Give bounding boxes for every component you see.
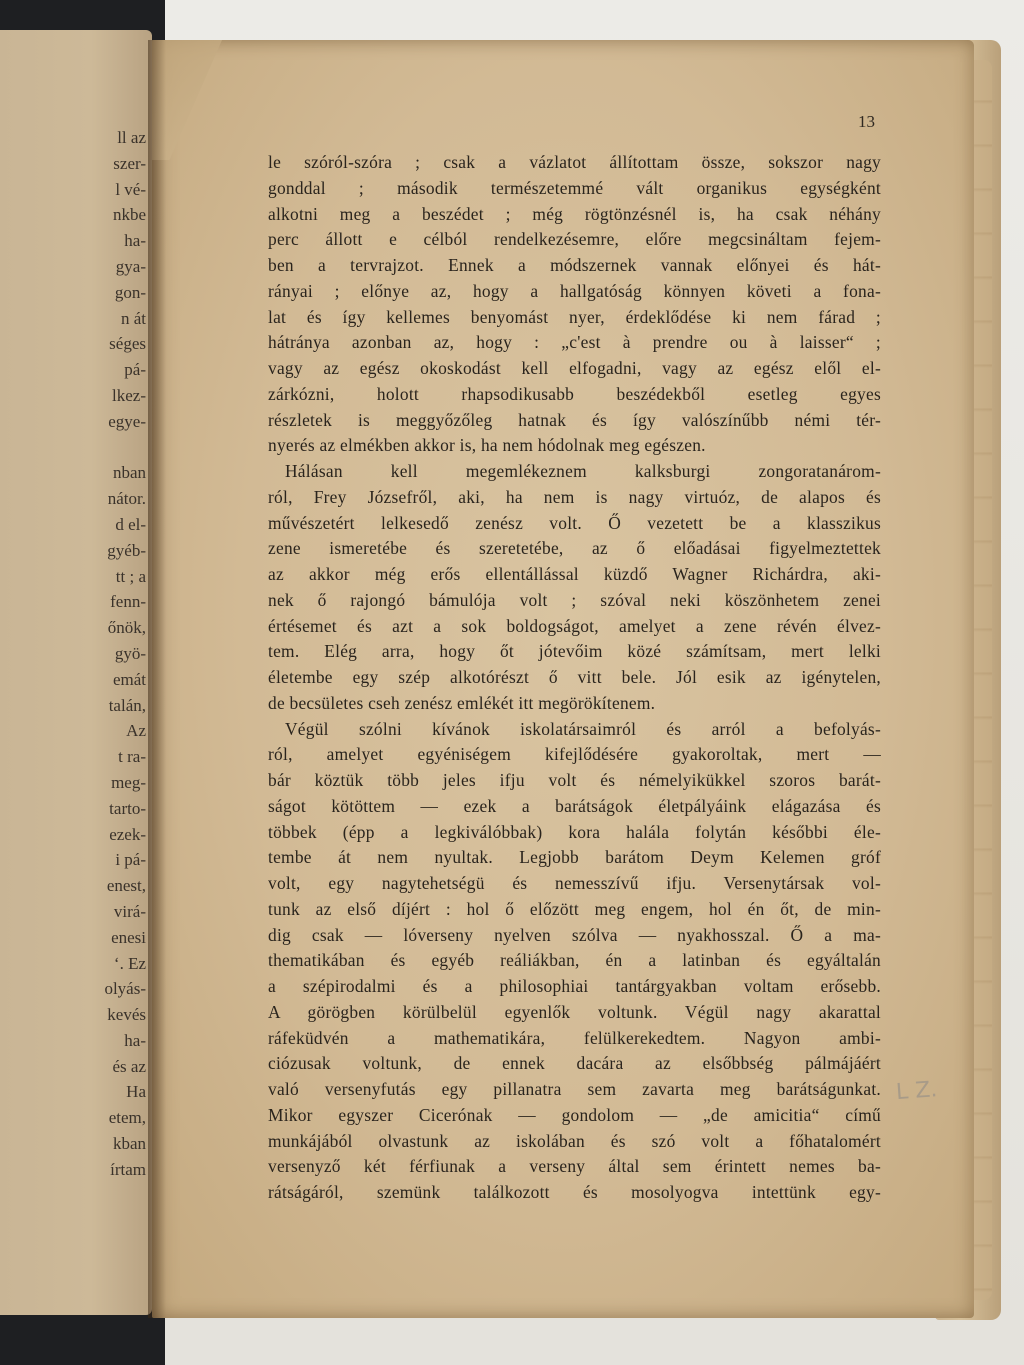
text-line: ról, Frey Józsefről, aki, ha nem is nagy virtuóz, de alapos és	[268, 486, 881, 507]
left-page-line: enesi	[111, 927, 146, 947]
text-line: zárkózni, holott rhapsodikusabb beszédekből esetleg egyes	[268, 383, 881, 404]
left-page-line: fenn-	[110, 592, 146, 612]
left-page-line: virá-	[113, 901, 146, 921]
text-line: thematikában és egyéb reáliákban, én a latinban és egyáltalán	[268, 950, 881, 971]
left-page-line: gyö-	[114, 643, 146, 663]
left-page-line: egye-	[108, 411, 146, 431]
left-page-line: Az	[126, 721, 146, 741]
text-line: nyerés az elmékben akkor is, ha nem hódolnak meg egészen.	[268, 435, 706, 456]
left-page-line: pá-	[124, 360, 146, 380]
left-page-line: tarto-	[109, 798, 146, 818]
left-page-line: gyéb-	[107, 540, 146, 560]
text-line: versenyző két férfiunak a verseny által sem érintett nemes ba-	[268, 1156, 881, 1177]
left-page-line: nban	[112, 463, 146, 483]
text-line: való versenyfutás egy pillanatra sem zavarta meg barátságunkat.	[268, 1079, 881, 1099]
left-page-line: talán,	[108, 695, 146, 715]
left-page-line: séges	[109, 334, 146, 354]
text-line: ciózusak voltunk, de ennek dacára az elsőbbség pálmájáért	[268, 1053, 881, 1074]
text-line: ráfeküdvén a mathematikára, felülkerekedtem. Nagyon ambi-	[268, 1027, 881, 1048]
left-page	[0, 30, 152, 1315]
text-line: nek ő rajongó bámulója volt ; szóval neki köszönhetem zenei	[268, 589, 881, 610]
left-page-line: d el-	[115, 514, 146, 534]
left-page-line: etem,	[108, 1108, 146, 1128]
text-line: Mikor egyszer Cicerónak — gondolom — „de amicitia“ című	[268, 1104, 881, 1125]
text-line: lat és így kellemes benyomást nyer, érdeklődése ki nem fárad ;	[268, 306, 881, 327]
text-line: ben a tervrajzot. Ennek a módszernek vannak előnyei és hát-	[268, 255, 881, 275]
text-line: rányai ; előnye az, hogy a hallgatóság könnyen követi a fona-	[268, 280, 881, 301]
text-line: értésemet és azt a sok boldogságot, amelyet a zene révén élvez-	[268, 615, 881, 636]
left-page-line: meg-	[111, 772, 146, 792]
text-line: gonddal ; második természetemmé vált organikus egységként	[268, 177, 881, 198]
text-line: Végül szólni kívánok iskolatársaimról és arról a befolyás-	[285, 718, 881, 739]
text-line: hátránya azonban az, hogy : „c'est à prendre ou à laisser“ ;	[268, 332, 881, 353]
page-number: 13	[858, 112, 875, 131]
spine-shadow	[148, 40, 166, 1318]
left-page-line: őnök,	[107, 618, 146, 638]
text-line: alkotni meg a beszédet ; még rögtönzésnél is, ha csak néhány	[268, 203, 881, 224]
text-line: bár köztük több jeles ifju volt és némelyikükkel szoros barát-	[268, 770, 881, 790]
text-line: többek (épp a legkiválóbbak) kora halála folytán későbbi éle-	[268, 821, 881, 842]
left-page-line: nátor.	[107, 489, 146, 509]
text-line: részletek is meggyőzőleg hatnak és így valószínűbb némi tér-	[268, 409, 881, 430]
left-page-line: ‘. Ez	[113, 953, 146, 973]
left-page-line: tt ; a	[115, 566, 146, 586]
left-page-line: kban	[112, 1134, 146, 1154]
left-page-line: nkbe	[112, 205, 146, 225]
left-page-text	[26, 125, 146, 1183]
text-line: munkájából olvastunk az iskolában és szó volt a főhatalomért	[268, 1130, 881, 1151]
left-page-line: lkez-	[112, 385, 146, 405]
text-line: rátságáról, szemünk találkozott és mosolyogva intettünk egy-	[268, 1182, 881, 1202]
left-page-line: t ra-	[118, 747, 146, 767]
left-page-line: enest,	[106, 876, 146, 896]
text-line: A görögben körülbelül egyenlők voltunk. Végül nagy akarattal	[268, 1001, 881, 1022]
text-line: tembe át nem nyultak. Legjobb barátom Deym Kelemen gróf	[268, 847, 881, 868]
body-text	[268, 150, 881, 1206]
left-page-line	[26, 435, 146, 461]
left-page-line: i pá-	[115, 850, 146, 870]
text-line: életembe egy szép alkotórészt ő vitt bele. Jól esik az igénytelen,	[268, 667, 881, 687]
left-page-line: ha-	[124, 1030, 146, 1050]
text-line: tunk az első díjért : hol ő előzött meg engem, hol én őt, de min-	[268, 898, 881, 919]
text-line: az akkor még erős ellentállással küzdő Wagner Richárdra, aki-	[268, 564, 881, 584]
left-page-line: Ha	[126, 1082, 146, 1102]
left-page-line: ll az	[117, 128, 146, 147]
text-line: le szóról-szóra ; csak a vázlatot állítottam össze, sokszor nagy	[268, 152, 881, 172]
text-line: tem. Elég arra, hogy őt jótevőim közé számítsam, mert lelki	[268, 641, 881, 662]
text-line: dig csak — lóverseny nyelven szólva — nyakhosszal. Ő a ma-	[268, 924, 881, 945]
left-page-line: ezek-	[109, 824, 146, 844]
left-page-line: emát	[112, 669, 146, 689]
text-line: művészetért lelkesedő zenész volt. Ő vezetett be a klasszikus	[268, 512, 881, 533]
pencil-annotation: L Z.	[895, 1077, 939, 1106]
text-line: ról, amelyet egyéniségem kifejlődésére gyakoroltak, mert —	[268, 744, 881, 765]
text-line: a szépirodalmi és a philosophiai tantárgyakban voltam erősebb.	[268, 976, 881, 996]
left-page-line: szer-	[113, 153, 146, 173]
text-line: zene ismeretébe és szeretetébe, az ő előadásai figyelmeztettek	[268, 538, 881, 559]
left-page-line: gya-	[115, 256, 146, 276]
left-page-line: olyás-	[104, 979, 146, 999]
text-line: volt, egy nagytehetségü és nemesszívű ifju. Versenytársak vol-	[268, 873, 881, 893]
left-page-line: l vé-	[115, 179, 146, 199]
left-page-line: ha-	[124, 231, 146, 251]
text-line: ságot kötöttem — ezek a barátságok életpályáink elágazása és	[268, 795, 881, 816]
left-page-line: gon-	[114, 282, 146, 302]
left-page-line: és az	[112, 1056, 146, 1076]
text-line: de becsületes cseh zenész emlékét itt megörökítenem.	[268, 692, 656, 713]
text-line: Hálásan kell megemlékeznem kalksburgi zongoratanárom-	[285, 461, 881, 481]
left-page-line: kevés	[107, 1005, 146, 1025]
left-page-line: írtam	[110, 1159, 146, 1179]
left-page-line: n át	[120, 308, 146, 328]
text-line: vagy az egész okoskodást kell elfogadni, vagy az egész elől el-	[268, 358, 881, 378]
text-line: perc állott e célból rendelkezésemre, előre megcsináltam fejem-	[268, 229, 881, 250]
